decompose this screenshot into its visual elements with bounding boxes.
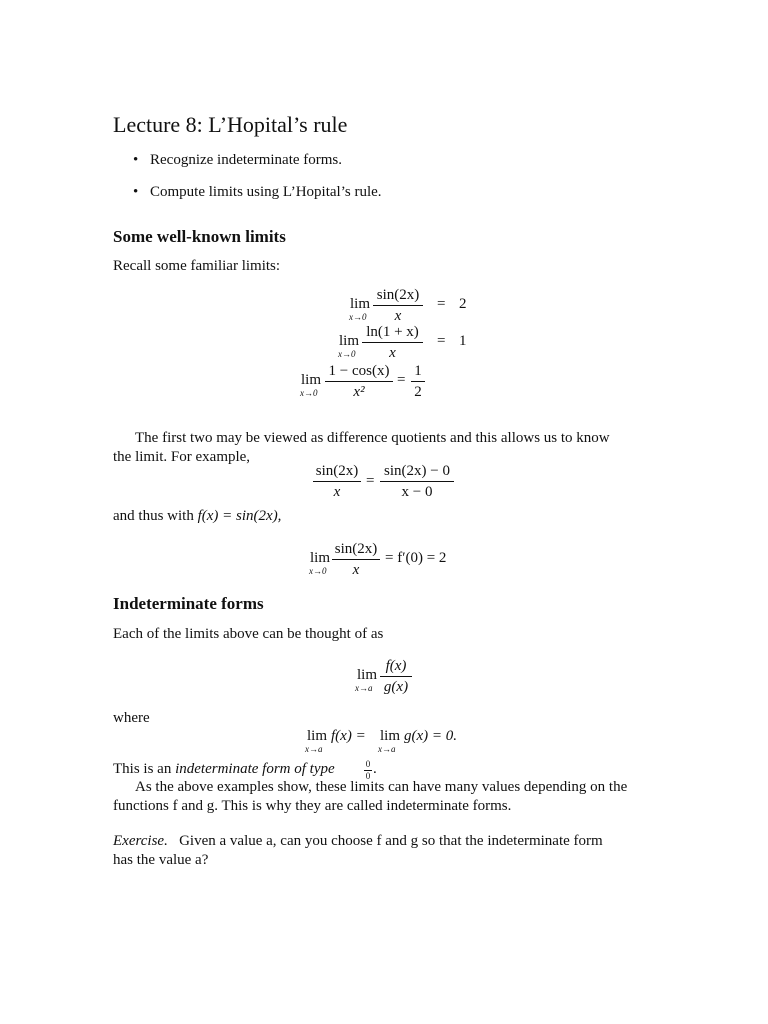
equals-sign: = <box>437 296 446 312</box>
objective-item: Compute limits using L’Hopital’s rule. <box>150 184 382 200</box>
objective-item: Recognize indeterminate forms. <box>150 152 343 168</box>
fraction: f(x) g(x) <box>380 657 412 696</box>
fraction: sin(2x) − 0 x − 0 <box>380 462 454 501</box>
emphasis-text: indeterminate form of type <box>175 761 335 777</box>
limit-value: = f′(0) = 2 <box>385 550 447 566</box>
fraction: 1 2 <box>411 362 425 401</box>
lim-subscript: x→0 <box>309 566 327 576</box>
lim-subscript: x→0 <box>300 388 318 398</box>
lim-subscript: x→0 <box>338 349 356 359</box>
paragraph: This is an indeterminate form of type <box>113 761 335 777</box>
section-heading: Some well-known limits <box>113 227 286 246</box>
lim-operator: lim <box>380 728 401 744</box>
inline-math: f(x) = <box>331 728 366 744</box>
lim-operator: lim <box>339 333 360 349</box>
limit-value: 2 <box>459 296 467 312</box>
bullet-icon: • <box>133 152 139 168</box>
lim-subscript: x→a <box>305 744 323 754</box>
paragraph: functions f and g. This is why they are called indeterminate forms. <box>113 798 512 814</box>
inline-math: f(x) = sin(2x), <box>197 508 282 524</box>
limit-value: 1 <box>459 333 467 349</box>
exercise-label: Exercise. <box>113 833 168 849</box>
fraction: ln(1 + x) x <box>362 323 423 362</box>
page-title: Lecture 8: L’Hopital’s rule <box>113 112 348 137</box>
equals-sign: = <box>366 473 375 489</box>
punctuation: . <box>373 761 377 777</box>
paragraph: Exercise. Given a value a, can you choose f and g so that the indeterminate form <box>113 833 603 849</box>
lim-subscript: x→0 <box>349 312 367 322</box>
lim-subscript: x→a <box>355 683 373 693</box>
fraction: sin(2x) x <box>332 540 380 579</box>
bullet-icon: • <box>133 184 139 200</box>
paragraph: Each of the limits above can be thought of as <box>113 626 384 642</box>
lim-operator: lim <box>310 550 331 566</box>
equals-sign: = <box>437 333 446 349</box>
paragraph: The first two may be viewed as difference quotients and this allows us to know <box>135 430 610 446</box>
lim-operator: lim <box>301 372 322 388</box>
paragraph: and thus with f(x) = sin(2x), <box>113 508 282 524</box>
lim-operator: lim <box>357 667 378 683</box>
paragraph: As the above examples show, these limits can have many values depending on the <box>135 779 628 795</box>
inline-math: g(x) = 0. <box>404 728 458 744</box>
fraction: sin(2x) x <box>313 462 361 501</box>
paragraph: where <box>113 710 150 726</box>
section-heading: Indeterminate forms <box>113 594 264 613</box>
equals-sign: = <box>397 372 406 388</box>
paragraph: has the value a? <box>113 852 209 868</box>
lim-operator: lim <box>350 296 371 312</box>
paragraph: Recall some familiar limits: <box>113 258 281 274</box>
fraction: 0 0 <box>365 759 371 781</box>
lim-operator: lim <box>307 728 328 744</box>
paragraph: the limit. For example, <box>113 449 251 465</box>
fraction: 1 − cos(x) x² <box>325 362 393 401</box>
lim-subscript: x→a <box>378 744 396 754</box>
fraction: sin(2x) x <box>373 286 423 325</box>
